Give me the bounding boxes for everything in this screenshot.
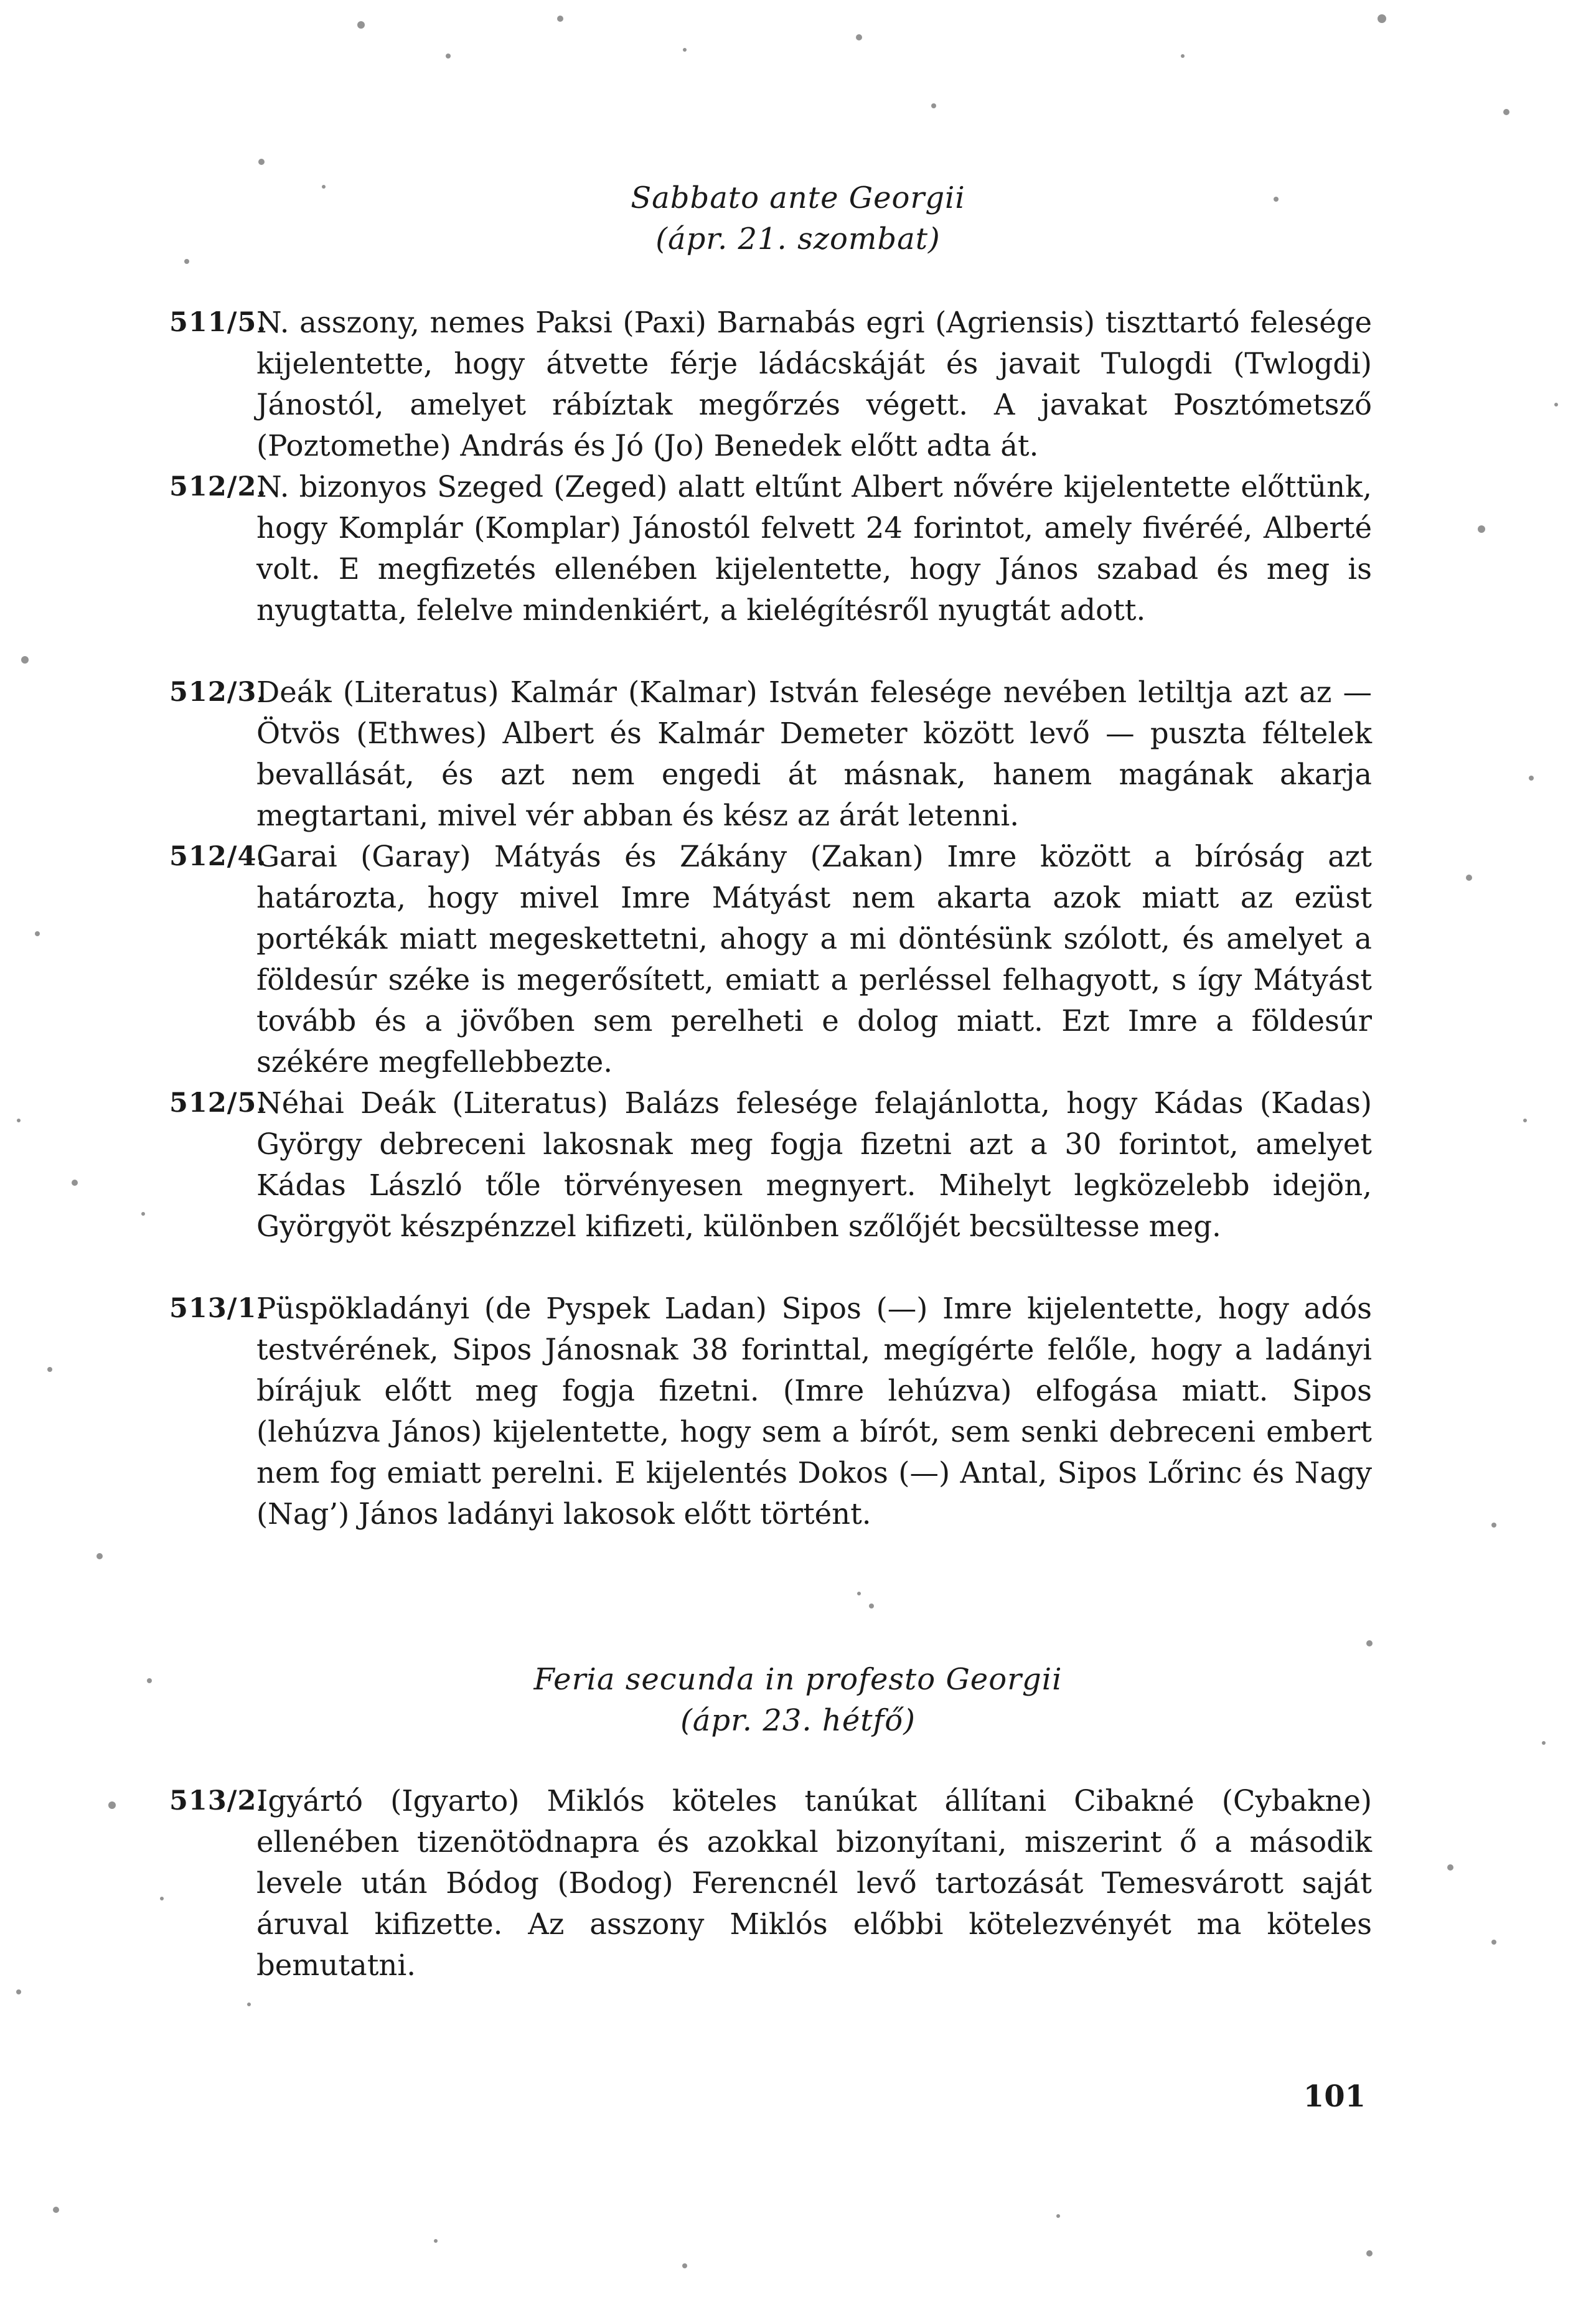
heading-date: (ápr. 23. hétfő) [680, 1703, 916, 1738]
entry-number: 512/4. [169, 841, 267, 872]
entry-number: 512/2. [169, 471, 267, 502]
entry-text: Igyártó (Igyarto) Miklós köteles tanúkat állítani Cibakné (Cybakne) ellenében tizenötödnapra és azokkal bizonyítani, miszerint ő a második levele után Bódog (Bodog) Ferencnél levő tartozását Temesvárott saját áruval kifizette. Az asszony Miklós előbbi kötelezvényét ma köteles bemutatni. [256, 1784, 1372, 1982]
entry-number: 513/2. [169, 1785, 267, 1816]
heading-title: Feria secunda in profesto Georgii [533, 1662, 1063, 1697]
page-number: 101 [1303, 2079, 1366, 2114]
entry [169, 1288, 1372, 1534]
entry-text: N. asszony, nemes Paksi (Paxi) Barnabás egri (Agriensis) tiszttartó felesége kijelentette, hogy átvette férje ládácskáját és javait Tulogdi (Twlogdi) Jánostól, amelyet rábíztak megőrzés végett. A javakat Posztómetsző (Poztomethe) András és Jó (Jo) Benedek előtt adta át. [256, 306, 1372, 463]
entry-text: Garai (Garay) Mátyás és Zákány (Zakan) Imre között a bíróság azt határozta, hogy mivel Imre Mátyást nem akarta azok miatt az ezüst portékák miatt megeskettetni, ahogy a mi döntésünk szólott, és amelyet a földesúr széke is megerősített, emiatt a perléssel felhagyott, s így Mátyást tovább és a jövőben sem perelheti e dolog miatt. Ezt Imre a földesúr székére megfellebbezte. [256, 840, 1372, 1079]
entry [169, 302, 1372, 466]
section-heading [0, 177, 1596, 260]
entry [169, 466, 1372, 631]
entry [169, 1780, 1372, 1986]
heading-title: Sabbato ante Georgii [631, 181, 965, 215]
entry-text: Néhai Deák (Literatus) Balázs felesége felajánlotta, hogy Kádas (Kadas) György debreceni lakosnak meg fogja fizetni azt a 30 forintot, amelyet Kádas László tőle törvényesen megnyert. Mihelyt legközelebb idejön, Györgyöt készpénzzel kifizeti, különben szőlőjét becsültesse meg. [256, 1086, 1372, 1243]
entry [169, 1082, 1372, 1247]
section-heading [0, 1659, 1596, 1741]
entry-text: Püspökladányi (de Pyspek Ladan) Sipos (—) Imre kijelentette, hogy adós testvérének, Sipos Jánosnak 38 forinttal, megígérte felőle, hogy a ladányi bírájuk előtt meg fogja fizetni. (Imre lehúzva) elfogása miatt. Sipos (lehúzva János) kijelentette, hogy sem a bírót, sem senki debreceni embert nem fog emiatt perelni. E kijelentés Dokos (—) Antal, Sipos Lőrinc és Nagy (Nag’) János ladányi lakosok előtt történt. [256, 1292, 1372, 1531]
entry [169, 836, 1372, 1082]
entry-text: N. bizonyos Szeged (Zeged) alatt eltűnt Albert nővére kijelentette előttünk, hogy Komplár (Komplar) Jánostól felvett 24 forintot, amely fivéréé, Alberté volt. E megfizetés ellenében kijelentette, hogy János szabad és meg is nyugtatta, felelve mindenkiért, a kielégítésről nyugtát adott. [256, 470, 1372, 627]
entry-number: 512/5. [169, 1087, 267, 1119]
entry [169, 672, 1372, 836]
entry-number: 511/5. [169, 307, 267, 338]
heading-date: (ápr. 21. szombat) [655, 222, 941, 256]
entry-text: Deák (Literatus) Kalmár (Kalmar) István felesége nevében letiltja azt az — Ötvös (Ethwes) Albert és Kalmár Demeter között levő — puszta féltelek bevallását, és azt nem engedi át másnak, hanem magának akarja megtartani, mivel vér abban és kész az árát letenni. [256, 675, 1372, 832]
entry-number: 512/3. [169, 677, 267, 708]
entry-number: 513/1. [169, 1293, 267, 1324]
